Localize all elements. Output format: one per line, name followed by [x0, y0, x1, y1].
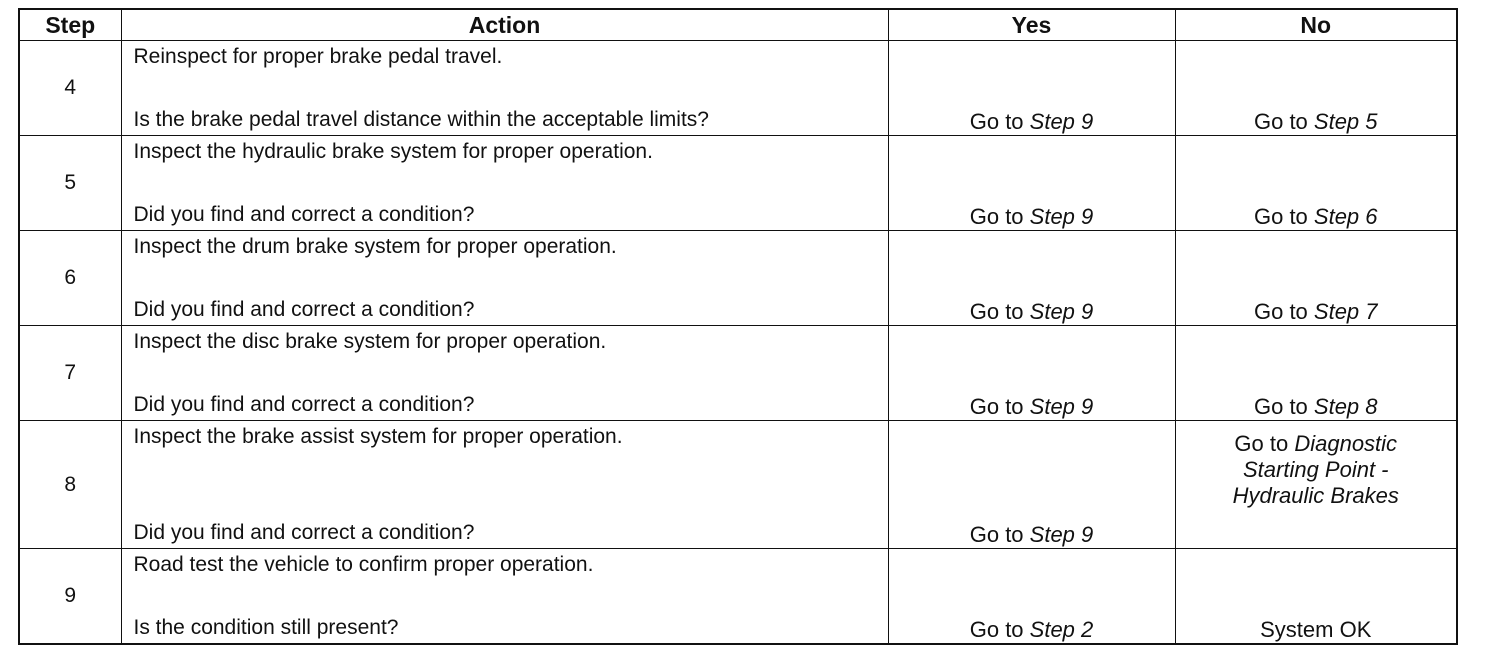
no-diagnostic-link-line2[interactable]: Starting Point - [1242, 457, 1389, 482]
yes-prefix: Go to [969, 204, 1030, 229]
action-question: Did you find and correct a condition? [133, 393, 475, 416]
table-row [19, 231, 1457, 326]
yes-cell [888, 549, 1175, 645]
header-yes: Yes [888, 9, 1175, 41]
no-step-link[interactable]: Step 8 [1313, 394, 1378, 419]
no-prefix: Go to [1253, 394, 1314, 419]
no-cell [1175, 231, 1457, 326]
action-instruction: Road test the vehicle to confirm proper operation. [133, 553, 594, 576]
no-step-link[interactable]: Step 6 [1313, 204, 1378, 229]
yes-cell [888, 41, 1175, 136]
table-row [19, 136, 1457, 231]
step-number: 4 [19, 41, 121, 136]
no-cell [1175, 326, 1457, 421]
table-header-row [19, 9, 1457, 41]
yes-cell [888, 136, 1175, 231]
action-question: Did you find and correct a condition? [133, 203, 475, 226]
system-ok-text: System OK [1260, 617, 1372, 642]
yes-step-link[interactable]: Step 9 [1029, 394, 1094, 419]
step-number: 5 [19, 136, 121, 231]
header-step: Step [19, 9, 121, 41]
step-number: 6 [19, 231, 121, 326]
yes-prefix: Go to [969, 617, 1030, 642]
no-prefix: Go to [1234, 431, 1295, 456]
no-step-link[interactable]: Step 5 [1313, 109, 1378, 134]
action-cell [121, 326, 888, 421]
table-row [19, 41, 1457, 136]
action-instruction: Reinspect for proper brake pedal travel. [133, 45, 503, 68]
yes-step-link[interactable]: Step 9 [1029, 204, 1094, 229]
action-instruction: Inspect the hydraulic brake system for proper operation. [133, 140, 653, 163]
action-cell [121, 136, 888, 231]
yes-cell [888, 421, 1175, 549]
yes-prefix: Go to [969, 109, 1030, 134]
action-instruction: Inspect the disc brake system for proper operation. [133, 330, 607, 353]
diagnostic-steps-table [18, 8, 1458, 645]
no-diagnostic-link-line3[interactable]: Hydraulic Brakes [1232, 483, 1399, 508]
action-question: Is the condition still present? [133, 616, 399, 639]
step-number: 7 [19, 326, 121, 421]
no-diagnostic-link[interactable]: Diagnostic [1294, 431, 1398, 456]
yes-step-link[interactable]: Step 9 [1029, 109, 1094, 134]
action-cell [121, 41, 888, 136]
no-cell [1175, 136, 1457, 231]
no-prefix: Go to [1253, 109, 1314, 134]
action-question: Is the brake pedal travel distance within the acceptable limits? [133, 108, 709, 131]
table-row [19, 549, 1457, 645]
action-cell [121, 421, 888, 549]
action-cell [121, 549, 888, 645]
yes-step-link[interactable]: Step 9 [1029, 522, 1094, 547]
action-instruction: Inspect the drum brake system for proper operation. [133, 235, 617, 258]
header-no: No [1175, 9, 1457, 41]
action-instruction: Inspect the brake assist system for proper operation. [133, 425, 623, 448]
no-cell [1175, 41, 1457, 136]
no-cell [1175, 421, 1457, 549]
no-cell [1175, 549, 1457, 645]
yes-prefix: Go to [969, 299, 1030, 324]
table-row [19, 326, 1457, 421]
step-number: 9 [19, 549, 121, 645]
no-prefix: Go to [1253, 299, 1314, 324]
yes-cell [888, 231, 1175, 326]
action-question: Did you find and correct a condition? [133, 298, 475, 321]
no-prefix: Go to [1253, 204, 1314, 229]
header-action: Action [121, 9, 888, 41]
yes-cell [888, 326, 1175, 421]
yes-step-link[interactable]: Step 2 [1029, 617, 1094, 642]
action-question: Did you find and correct a condition? [133, 521, 475, 544]
yes-prefix: Go to [969, 522, 1030, 547]
step-number: 8 [19, 421, 121, 549]
table-row [19, 421, 1457, 549]
yes-prefix: Go to [969, 394, 1030, 419]
yes-step-link[interactable]: Step 9 [1029, 299, 1094, 324]
action-cell [121, 231, 888, 326]
no-step-link[interactable]: Step 7 [1313, 299, 1378, 324]
